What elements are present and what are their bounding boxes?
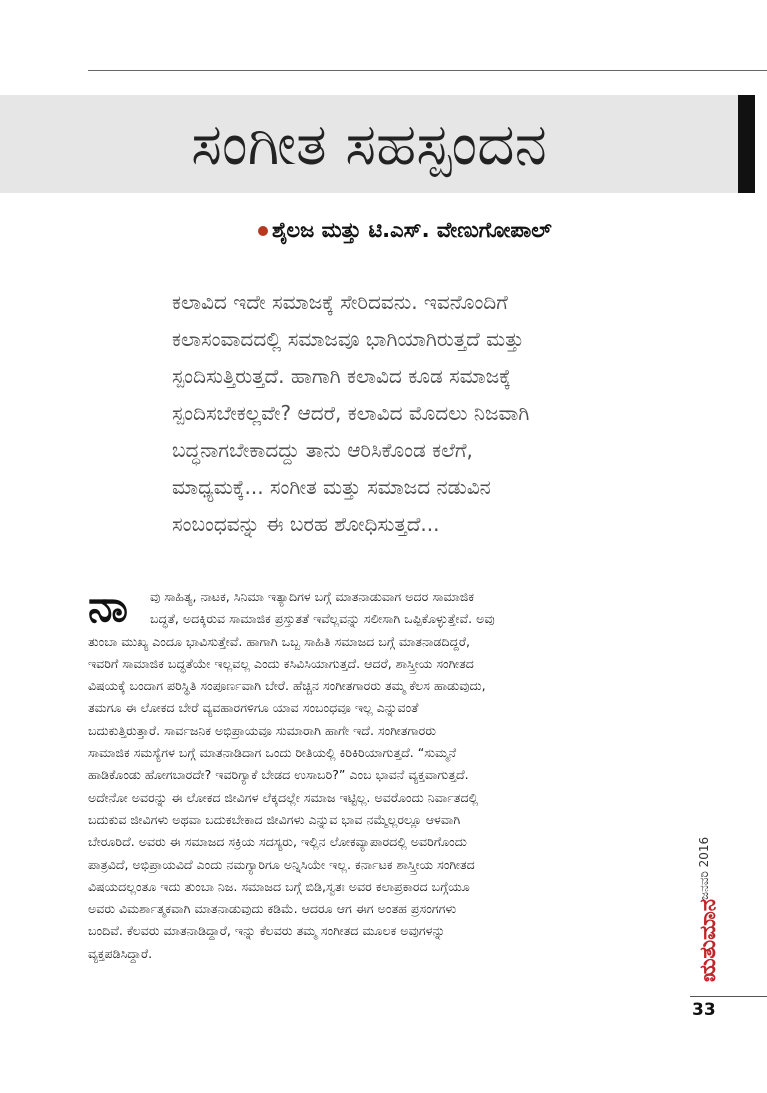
intro-line: ಸ್ಪಂದಿಸಬೇಕಲ್ಲವೇ? ಆದರೆ, ಕಲಾವಿದ ಮೊದಲು ನಿಜವಾಗಿ: [172, 401, 530, 425]
body-line: ಇವರಿಗೆ ಸಾಮಾಜಿಕ ಬದ್ಧತೆಯೇ ಇಲ್ಲವಲ್ಲ ಎಂದು ಕಸಿವಿಸಿಯಾಗುತ್ತದೆ. ಆದರೆ, ಶಾಸ್ತ್ರೀಯ ಸಂಗೀತದ: [88, 655, 474, 671]
article-body: [88, 581, 668, 965]
body-line: ತುಂಬಾ ಮುಖ್ಯ ಎಂದೂ ಭಾವಿಸುತ್ತೇವೆ. ಹಾಗಾಗಿ ಒಬ್ಬ ಸಾಹಿತಿ ಸಮಾಜದ ಬಗ್ಗೆ ಮಾತನಾಡದಿದ್ದರೆ,: [88, 633, 471, 649]
intro-line: ಮಾಧ್ಯಮಕ್ಕೆ... ಸಂಗೀತ ಮತ್ತು ಸಮಾಜದ ನಡುವಿನ: [172, 475, 491, 499]
intro-line: ಸ್ಪಂದಿಸುತ್ತಿರುತ್ತದೆ. ಹಾಗಾಗಿ ಕಲಾವಿದ ಕೂಡ ಸಮಾಜಕ್ಕೆ: [172, 364, 511, 388]
body-line: ಬದುಕುವ ಜೀವಿಗಳು ಅಥವಾ ಬದುಕಬೇಕಾದ ಜೀವಿಗಳು ಎನ್ನುವ ಭಾವ ನಮ್ಮೆಲ್ಲರಲ್ಲೂ ಆಳವಾಗಿ: [88, 811, 461, 827]
intro-line: ಕಲಾಸಂವಾದದಲ್ಲಿ ಸಮಾಜವೂ ಭಾಗಿಯಾಗಿರುತ್ತದೆ ಮತ್ತು: [172, 327, 524, 351]
body-line: ಬೇರೂರಿದೆ. ಅವರು ಈ ಸಮಾಜದ ಸಕ್ರಿಯ ಸದಸ್ಯರು, ಇಲ್ಲಿನ ಲೋಕವ್ಯಾಪಾರದಲ್ಲಿ ಅವರಿಗೊಂದು: [88, 834, 467, 850]
bullet-icon: [258, 226, 268, 236]
byline-authors: ಶೈಲಜ ಮತ್ತು ಟಿ.ಎಸ್. ವೇಣುಗೋಪಾಲ್: [272, 218, 552, 242]
body-line: ಬದ್ಧತೆ, ಅದಕ್ಕಿರುವ ಸಾಮಾಜಿಕ ಪ್ರಸ್ತುತತೆ ಇವೆಲ್ಲವನ್ನು ಸಲೀಸಾಗಿ ಒಪ್ಪಿಕೊಳ್ಳುತ್ತೇವೆ. ಅವು: [150, 611, 495, 627]
intro-standfirst: [172, 284, 692, 543]
body-line: ತಮಗೂ ಈ ಲೋಕದ ಬೇರೆ ವ್ಯವಹಾರಗಳಿಗೂ ಯಾವ ಸಂಬಂಧವೂ ಇಲ್ಲ ಎನ್ನುವಂತೆ: [88, 700, 419, 716]
body-line: ವಿಷಯಕ್ಕೆ ಬಂದಾಗ ಪರಿಸ್ಥಿತಿ ಸಂಪೂರ್ಣವಾಗಿ ಬೇರೆ. ಹೆಚ್ಚಿನ ಸಂಗೀತಗಾರರು ತಮ್ಮ ಕೆಲಸ ಹಾಡುವುದು,: [88, 678, 486, 694]
page-number: 33: [692, 1000, 716, 1020]
body-line: ಅದೇನೋ ಅವರನ್ನು ಈ ಲೋಕದ ಜೀವಿಗಳ ಲೆಕ್ಕದಲ್ಲೇ ಸಮಾಜ ಇಟ್ಟಿಲ್ಲ. ಅವರೊಂದು ನಿರ್ವಾತದಲ್ಲಿ: [88, 789, 479, 805]
issue-date: ಜನವರಿ 2016: [697, 836, 711, 900]
body-line: ಸಾಮಾಜಿಕ ಸಮಸ್ಯೆಗಳ ಬಗ್ಗೆ ಮಾತನಾಡಿದಾಗ ಒಂದು ರೀತಿಯಲ್ಲಿ ಕಿರಿಕಿರಿಯಾಗುತ್ತದೆ. “ಸುಮ್ಮನೆ: [88, 745, 457, 761]
body-line: ಪಾತ್ರವಿದೆ, ಅಭಿಪ್ರಾಯವಿದೆ ಎಂದು ನಮಗ್ಯಾರಿಗೂ ಅನ್ನಿಸಿಯೇ ಇಲ್ಲ. ಕರ್ನಾಟಕ ಶಾಸ್ತ್ರೀಯ ಸಂಗೀತದ: [88, 856, 475, 872]
magazine-logo: ಋತುಮಾನ: [696, 899, 721, 982]
body-line: ಅವರು ವಿಮರ್ಶಾತ್ಮಕವಾಗಿ ಮಾತನಾಡುವುದು ಕಡಿಮೆ. ಆದರೂ ಆಗ ಈಗ ಅಂತಹ ಪ್ರಸಂಗಗಳು: [88, 901, 457, 917]
body-line: ಬದುಕುತ್ತಿರುತ್ತಾರೆ. ಸಾರ್ವಜನಿಕ ಅಭಿಪ್ರಾಯವೂ ಸುಮಾರಾಗಿ ಹಾಗೇ ಇದೆ. ಸಂಗೀತಗಾರರು: [88, 722, 437, 738]
body-line: ಬಂದಿವೆ. ಕೆಲವರು ಮಾತನಾಡಿದ್ದಾರೆ, ಇನ್ನು ಕೆಲವರು ತಮ್ಮ ಸಂಗೀತದ ಮೂಲಕ ಅವುಗಳನ್ನು: [88, 923, 446, 939]
intro-line: ಸಂಬಂಧವನ್ನು ಈ ಬರಹ ಶೋಧಿಸುತ್ತದೆ...: [172, 512, 440, 536]
title-accent-bar: [738, 95, 755, 193]
page-rule: [690, 996, 767, 997]
body-line: ವು ಸಾಹಿತ್ಯ, ನಾಟಕ, ಸಿನಿಮಾ ಇತ್ಯಾದಿಗಳ ಬಗ್ಗೆ ಮಾತನಾಡುವಾಗ ಅದರ ಸಾಮಾಜಿಕ: [150, 589, 475, 604]
byline: [258, 218, 552, 243]
body-line: ಹಾಡಿಕೊಂಡು ಹೋಗಬಾರದೇ? ಇವರಿಗ್ಯಾಕೆ ಬೇಡದ ಉಸಾಬರಿ?” ಎಂಬ ಭಾವನೆ ವ್ಯಕ್ತವಾಗುತ್ತದೆ.: [88, 767, 469, 783]
drop-cap: ನಾ: [88, 581, 128, 632]
intro-line: ಬದ್ಧನಾಗಬೇಕಾದದ್ದು ತಾನು ಆರಿಸಿಕೊಂಡ ಕಲೆಗೆ,: [172, 438, 473, 462]
article-title: ಸಂಗೀತ ಸಹಸ್ಪಂದನ: [191, 110, 547, 178]
body-line: ವ್ಯಕ್ತಪಡಿಸಿದ್ದಾರೆ.: [88, 945, 153, 961]
top-rule: [88, 70, 767, 71]
body-line: ವಿಷಯದಲ್ಲಂತೂ ಇದು ತುಂಬಾ ನಿಜ. ಸಮಾಜದ ಬಗ್ಗೆ ಬಿಡಿ,ಸ್ವತಃ ಅವರ ಕಲಾಪ್ರಕಾರದ ಬಗ್ಗೆಯೂ: [88, 878, 470, 894]
intro-line: ಕಲಾವಿದ ಇದೇ ಸಮಾಜಕ್ಕೆ ಸೇರಿದವನು. ಇವನೊಂದಿಗೆ: [172, 290, 508, 314]
